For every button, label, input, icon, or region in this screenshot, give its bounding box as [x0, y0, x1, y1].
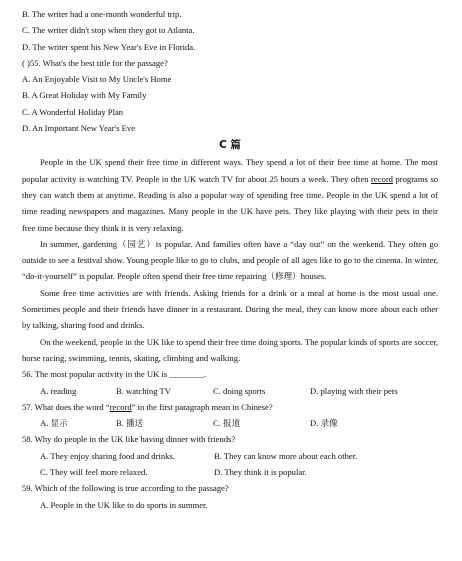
paragraph-2: In summer, gardening（园艺）is popular. And families often have a “day out” on the weekend. They often go outside to see a festival show. Young people like to go to clubs, and people of all ages like to go to the cinema. In winter, “do-it-yourself” is popular. People often spend their free time repairing（修理）houses. [22, 238, 438, 282]
question-55-option-a: A. An Enjoyable Visit to My Uncle's Home [22, 74, 172, 85]
question-55-option-c: C. A Wonderful Holiday Plan [22, 106, 124, 117]
question-58-option-d: D. They think it is popular. [214, 467, 307, 478]
paragraph-1 [22, 154, 438, 235]
question-59-option-a: A. People in the UK like to do sports in summer. [40, 499, 208, 510]
question-55-stem: ( )55. What's the best title for the passage? [22, 57, 168, 68]
paragraph-4: On the weekend, people in the UK like to spend their free time doing sports. The popular kinds of sports are soccer, horse racing, swimming, tennis, skating, climbing and walking. [22, 336, 438, 363]
question-57-stem [22, 399, 438, 415]
question-57-option-a: A. 显示 [40, 418, 68, 429]
question-58-option-a: A. They enjoy sharing food and drinks. [40, 450, 175, 461]
question-58-options-row-1 [22, 448, 438, 464]
question-58-option-b: B. They can know more about each other. [214, 450, 358, 461]
question-58-stem: 58. Why do people in the UK like having dinner with friends? [22, 434, 236, 445]
question-55-option-b: B. A Great Holiday with My Family [22, 90, 147, 101]
paragraph-1-part-a: People in the UK spend their free time in different ways. They spend a lot of their free time at home. The most popular activity is watching TV. People in the UK watch TV for about 25 hours a week. They often [22, 157, 438, 184]
question-57-stem-part-a: 57. What does the word “ [22, 401, 110, 412]
question-57-stem-part-b: ” in the first paragraph mean in Chinese? [131, 401, 273, 412]
question-57-options [22, 415, 438, 431]
question-56-option-c: C. doing sports [213, 385, 266, 396]
question-56-option-a: A. reading [40, 385, 77, 396]
question-58-options-row-2 [22, 464, 438, 480]
question-55 [22, 55, 438, 136]
paragraph-3: Some free time activities are with friends. Asking friends for a drink or a meal at home is the most usual one. Sometimes people and their friends have dinner in a restaurant. During the meal, they can know more about each other by talking, sharing food and drinks. [22, 287, 438, 331]
underlined-word-record: record [109, 401, 132, 412]
question-59 [22, 480, 438, 513]
previous-question-options [22, 6, 438, 55]
question-56-option-b: B. watching TV [116, 385, 171, 396]
underlined-word-record: record [371, 173, 393, 184]
question-59-stem: 59. Which of the following is true according to the passage? [22, 483, 229, 494]
question-57-option-c: C. 报道 [213, 418, 241, 429]
question-57-option-d: D. 录像 [310, 418, 338, 429]
passage [22, 154, 438, 366]
question-57-option-b: B. 播送 [116, 418, 144, 429]
option-d: D. The writer spent his New Year's Eve in Florida. [22, 41, 196, 52]
section-heading: C 篇 [219, 139, 241, 152]
paragraph-1-part-b: programs so they can watch them at anytime. Reading is also a popular way of spending free time. People in the UK spend a lot of time reading newspapers and magazines. Many people in the UK have pets. They like playing with their pets in their free time because they think it is very relaxing. [22, 173, 439, 233]
question-58 [22, 431, 438, 480]
question-56-option-d: D. playing with their pets [310, 385, 398, 396]
question-56-stem: 56. The most popular activity in the UK is ________. [22, 369, 206, 380]
option-c: C. The writer didn't stop when they got to Atlanta. [22, 25, 195, 36]
question-56 [22, 366, 438, 399]
option-b: B. The writer had a one-month wonderful trip. [22, 9, 182, 19]
question-59-options [22, 497, 438, 513]
question-57 [22, 399, 438, 432]
question-56-options [22, 383, 438, 399]
question-55-option-d: D. An Important New Year's Eve [22, 123, 136, 134]
question-58-option-c: C. They will feel more relaxed. [40, 467, 148, 478]
